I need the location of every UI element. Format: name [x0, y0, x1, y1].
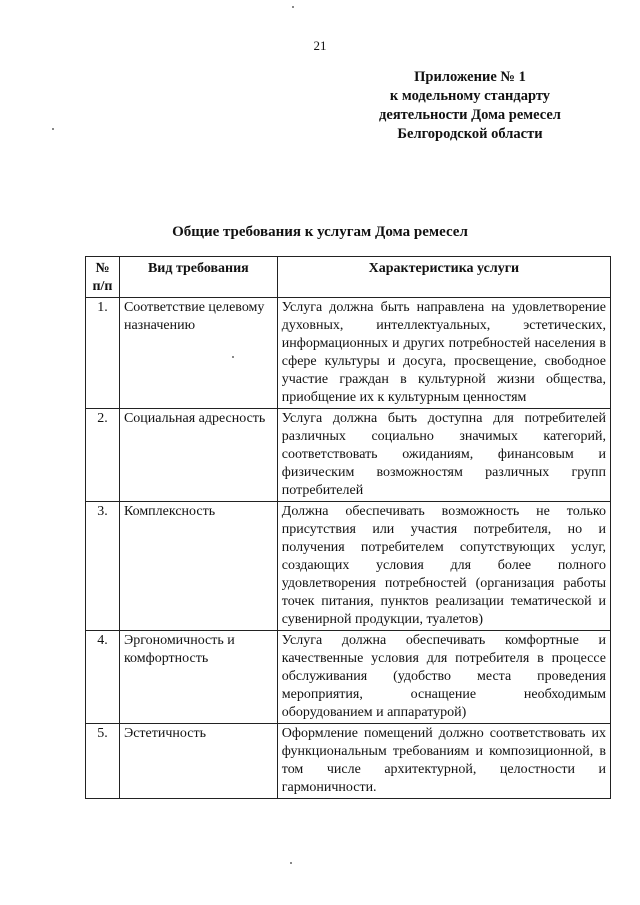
row-num: 5. [86, 724, 120, 799]
page-number: 21 [313, 38, 327, 53]
table-row [86, 502, 611, 631]
row-type: Эргономичность и комфортность [119, 631, 277, 724]
header-num: № п/п [86, 257, 120, 298]
row-desc: Услуга должна быть доступна для потребителей различных социально значимых категорий, соответствовать ожиданиям, финансовым и физическим возможностям различных групп потребителей [277, 409, 610, 502]
table-row [86, 409, 611, 502]
header-type: Вид требования [119, 257, 277, 298]
row-num: 2. [86, 409, 120, 502]
appendix-line: Приложение № 1 [414, 69, 526, 85]
document-title: Общие требования к услугам Дома ремесел [172, 224, 468, 240]
scan-speck [232, 356, 234, 358]
header-desc: Характеристика услуги [277, 257, 610, 298]
row-num: 1. [86, 298, 120, 409]
scan-speck [52, 128, 54, 130]
table-row [86, 298, 611, 409]
appendix-line: к модельному стандарту [389, 88, 551, 104]
requirements-table [85, 256, 611, 799]
row-desc: Должна обеспечивать возможность не только присутствия или участия потребителя, но и получения потребителем сопутствующих услуг, создающих условия для более полного удовлетворения потребностей (организация работы точек питания, пунктов реализации тематической и сувенирной продукции, туалетов) [277, 502, 610, 631]
row-type: Эстетичность [119, 724, 277, 799]
row-desc: Услуга должна обеспечивать комфортные и качественные условия для потребителя в процессе обслуживания (удобство места проведения мероприятия, оснащение необходимым оборудованием и аппаратурой) [277, 631, 610, 724]
row-num: 4. [86, 631, 120, 724]
table-header-row [86, 257, 611, 298]
scan-speck [290, 862, 292, 864]
row-type: Соответствие целевому назначению [119, 298, 277, 409]
row-num: 3. [86, 502, 120, 631]
row-desc: Услуга должна быть направлена на удовлетворение духовных, интеллектуальных, эстетических, информационных и других потребностей населения в сфере культуры и досуга, просвещение, свободное участие граждан в культурной жизни общества, приобщение их к культурным ценностям [277, 298, 610, 409]
appendix-line: деятельности Дома ремесел [379, 107, 561, 123]
scan-speck [292, 6, 294, 8]
row-type: Социальная адресность [119, 409, 277, 502]
row-type: Комплексность [119, 502, 277, 631]
appendix-line: Белгородской области [397, 126, 543, 142]
table-row [86, 724, 611, 799]
table-row [86, 631, 611, 724]
row-desc: Оформление помещений должно соответствовать их функциональным требованиям и композиционной, в том числе архитектурной, целостности и гармоничности. [277, 724, 610, 799]
appendix-header [340, 68, 600, 144]
